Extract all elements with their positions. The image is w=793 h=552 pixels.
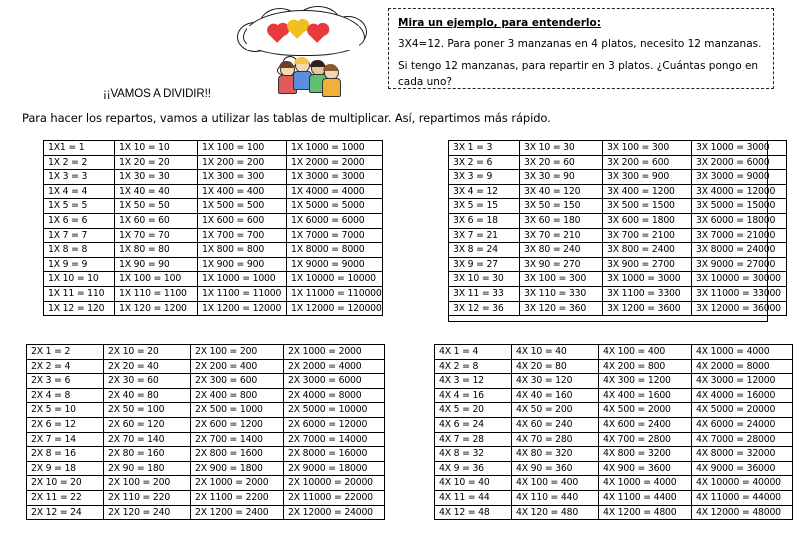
- table-cell: 2X 4000 = 8000: [284, 388, 385, 403]
- table-cell: 3X 8000 = 24000: [692, 243, 787, 258]
- table-cell: 4X 3 = 12: [435, 374, 512, 389]
- table-row: [27, 490, 385, 505]
- table-cell: 1X 1200 = 12000: [198, 301, 287, 316]
- table-cell: 3X 1200 = 3600: [603, 301, 692, 316]
- table-cell: 2X 50 = 100: [104, 403, 191, 418]
- table-cell: 3X 40 = 120: [520, 184, 603, 199]
- table-cell: 4X 110 = 440: [512, 490, 599, 505]
- table-cell: 1X 1000 = 1000: [287, 141, 383, 156]
- table-cell: 4X 700 = 2800: [599, 432, 692, 447]
- table-cell: 1X 120 = 1200: [115, 301, 198, 316]
- table-row: [449, 184, 787, 199]
- table-cell: 3X 12000 = 36000: [692, 301, 787, 316]
- table-row: [449, 213, 787, 228]
- table-cell: 3X 9 = 27: [449, 257, 520, 272]
- example-line-2: Si tengo 12 manzanas, para repartir en 3 platos. ¿Cuántas pongo en cada uno?: [398, 60, 759, 88]
- table-cell: 1X 10 = 10: [115, 141, 198, 156]
- table-cell: 4X 3000 = 12000: [692, 374, 793, 389]
- table-cell: 3X 1000 = 3000: [603, 272, 692, 287]
- table-cell: 4X 900 = 3600: [599, 461, 692, 476]
- table-cell: 1X 2 = 2: [44, 155, 115, 170]
- table-cell: 3X 300 = 900: [603, 170, 692, 185]
- table-cell: 1X 800 = 800: [198, 243, 287, 258]
- table-cell: 1X 3000 = 3000: [287, 170, 383, 185]
- table-cell: 4X 200 = 800: [599, 359, 692, 374]
- table-row: [27, 505, 385, 520]
- table-cell: 1X 20 = 20: [115, 155, 198, 170]
- table-cell: 2X 9 = 18: [27, 461, 104, 476]
- table-cell: 1X 300 = 300: [198, 170, 287, 185]
- table-cell: 1X1 = 1: [44, 141, 115, 156]
- table-cell: 1X 4 = 4: [44, 184, 115, 199]
- table-row: [27, 461, 385, 476]
- table-cell: 1X 1000 = 1000: [198, 272, 287, 287]
- table-row: [44, 257, 383, 272]
- table-row: [44, 286, 383, 301]
- table-cell: 3X 5 = 15: [449, 199, 520, 214]
- table-cell: 1X 7 = 7: [44, 228, 115, 243]
- table-cell: 2X 90 = 180: [104, 461, 191, 476]
- table-row: [27, 359, 385, 374]
- table-cell: 3X 600 = 1800: [603, 213, 692, 228]
- table-row: [435, 461, 793, 476]
- table-cell: 4X 1000 = 4000: [692, 345, 793, 360]
- table-row: [449, 170, 787, 185]
- table-row: [27, 345, 385, 360]
- table-cell: 3X 7000 = 21000: [692, 228, 787, 243]
- table-cell: 2X 600 = 1200: [191, 417, 284, 432]
- page-title: ¡¡VAMOS A DIVIDIR!!: [103, 88, 211, 100]
- table-body: [435, 345, 793, 520]
- table-row: [449, 272, 787, 287]
- table-cell: 3X 700 = 2100: [603, 228, 692, 243]
- table-cell: 3X 900 = 2700: [603, 257, 692, 272]
- table-cell: 2X 5 = 10: [27, 403, 104, 418]
- table-row: [449, 301, 787, 316]
- table-cell: 1X 11000 = 110000: [287, 286, 383, 301]
- table-cell: 4X 10 = 40: [435, 476, 512, 491]
- table-cell: 3X 11 = 33: [449, 286, 520, 301]
- table-cell: 3X 1100 = 3300: [603, 286, 692, 301]
- table-cell: 4X 70 = 280: [512, 432, 599, 447]
- table-cell: 3X 12 = 36: [449, 301, 520, 316]
- table-cell: 4X 11 = 44: [435, 490, 512, 505]
- table-row: [44, 184, 383, 199]
- table-cell: 1X 6000 = 6000: [287, 213, 383, 228]
- table-row: [435, 403, 793, 418]
- table-cell: 2X 5000 = 10000: [284, 403, 385, 418]
- table-cell: 1X 5000 = 5000: [287, 199, 383, 214]
- table-cell: 4X 500 = 2000: [599, 403, 692, 418]
- table-cell: 2X 10 = 20: [27, 476, 104, 491]
- table-cell: 4X 90 = 360: [512, 461, 599, 476]
- table-cell: 4X 1000 = 4000: [599, 476, 692, 491]
- table-cell: 4X 8000 = 32000: [692, 447, 793, 462]
- table-row: [27, 417, 385, 432]
- table-cell: 3X 8 = 24: [449, 243, 520, 258]
- table-cell: 4X 6000 = 24000: [692, 417, 793, 432]
- table-cell: 1X 5 = 5: [44, 199, 115, 214]
- table-cell: 2X 11000 = 22000: [284, 490, 385, 505]
- table-cell: 2X 40 = 80: [104, 388, 191, 403]
- table-cell: 2X 3 = 6: [27, 374, 104, 389]
- table-cell: 3X 80 = 240: [520, 243, 603, 258]
- table-cell: 3X 500 = 1500: [603, 199, 692, 214]
- table-cell: 2X 8000 = 16000: [284, 447, 385, 462]
- table-cell: 2X 9000 = 18000: [284, 461, 385, 476]
- table-cell: 3X 3000 = 9000: [692, 170, 787, 185]
- table-cell: 1X 100 = 100: [198, 141, 287, 156]
- table-cell: 3X 4 = 12: [449, 184, 520, 199]
- table-cell: 2X 1000 = 2000: [284, 345, 385, 360]
- table-row: [44, 272, 383, 287]
- table-cell: 4X 7000 = 28000: [692, 432, 793, 447]
- table-cell: 4X 6 = 24: [435, 417, 512, 432]
- example-box: [388, 8, 774, 89]
- table-row: [44, 213, 383, 228]
- multiplication-table-2: [26, 344, 385, 520]
- table-cell: 2X 10000 = 20000: [284, 476, 385, 491]
- table-cell: 1X 1100 = 11000: [198, 286, 287, 301]
- table-cell: 3X 90 = 270: [520, 257, 603, 272]
- children-group-icon: [278, 58, 338, 92]
- intro-text: Para hacer los repartos, vamos a utilizar las tablas de multiplicar. Así, repartimos más rápido.: [22, 111, 551, 125]
- table-cell: 1X 900 = 900: [198, 257, 287, 272]
- table-cell: 2X 30 = 60: [104, 374, 191, 389]
- table-cell: 4X 8 = 32: [435, 447, 512, 462]
- table-cell: 2X 2000 = 4000: [284, 359, 385, 374]
- table-cell: 1X 11 = 110: [44, 286, 115, 301]
- table-cell: 1X 2000 = 2000: [287, 155, 383, 170]
- table-cell: 4X 2 = 8: [435, 359, 512, 374]
- table-cell: 1X 6 = 6: [44, 213, 115, 228]
- table-body: [449, 141, 787, 316]
- table-cell: 3X 11000 = 33000: [692, 286, 787, 301]
- table-cell: 1X 700 = 700: [198, 228, 287, 243]
- table-cell: 4X 11000 = 44000: [692, 490, 793, 505]
- table-cell: 4X 5000 = 20000: [692, 403, 793, 418]
- table-cell: 1X 9000 = 9000: [287, 257, 383, 272]
- table-cell: 3X 6 = 18: [449, 213, 520, 228]
- table-cell: 4X 1200 = 4800: [599, 505, 692, 520]
- table-cell: 3X 70 = 210: [520, 228, 603, 243]
- child-icon: [322, 65, 337, 99]
- table-cell: 3X 10 = 30: [449, 272, 520, 287]
- table-cell: 2X 100 = 200: [191, 345, 284, 360]
- table-cell: 2X 3000 = 6000: [284, 374, 385, 389]
- table-cell: 1X 4000 = 4000: [287, 184, 383, 199]
- table-cell: 2X 200 = 400: [191, 359, 284, 374]
- table-cell: 2X 1000 = 2000: [191, 476, 284, 491]
- table-cell: 1X 100 = 100: [115, 272, 198, 287]
- table-cell: 1X 10000 = 10000: [287, 272, 383, 287]
- table-cell: 3X 60 = 180: [520, 213, 603, 228]
- table-cell: 3X 2 = 6: [449, 155, 520, 170]
- table-cell: 2X 1 = 2: [27, 345, 104, 360]
- table-cell: 4X 120 = 480: [512, 505, 599, 520]
- table-cell: 2X 12 = 24: [27, 505, 104, 520]
- table-cell: 1X 60 = 60: [115, 213, 198, 228]
- table-cell: 4X 60 = 240: [512, 417, 599, 432]
- table-cell: 4X 1 = 4: [435, 345, 512, 360]
- table-row: [44, 301, 383, 316]
- table-cell: 1X 70 = 70: [115, 228, 198, 243]
- table-row: [27, 403, 385, 418]
- table-cell: 4X 5 = 20: [435, 403, 512, 418]
- table-cell: 1X 7000 = 7000: [287, 228, 383, 243]
- table-cell: 3X 2000 = 6000: [692, 155, 787, 170]
- table-row: [435, 345, 793, 360]
- table-cell: 3X 100 = 300: [603, 141, 692, 156]
- table-cell: 4X 400 = 1600: [599, 388, 692, 403]
- table-cell: 3X 3 = 9: [449, 170, 520, 185]
- table-cell: 2X 400 = 800: [191, 388, 284, 403]
- table-cell: 2X 20 = 40: [104, 359, 191, 374]
- table-cell: 2X 100 = 200: [104, 476, 191, 491]
- table-cell: 1X 3 = 3: [44, 170, 115, 185]
- table-cell: 4X 9000 = 36000: [692, 461, 793, 476]
- table-row: [44, 155, 383, 170]
- example-heading: Mira un ejemplo, para entenderlo:: [398, 17, 601, 29]
- table-cell: 1X 500 = 500: [198, 199, 287, 214]
- table-cell: 3X 50 = 150: [520, 199, 603, 214]
- table-cell: 3X 10 = 30: [520, 141, 603, 156]
- table-row: [44, 199, 383, 214]
- table-cell: 4X 80 = 320: [512, 447, 599, 462]
- table-cell: 4X 800 = 3200: [599, 447, 692, 462]
- multiplication-table-3: [448, 140, 787, 316]
- child-icon: [293, 58, 310, 92]
- table-cell: 4X 600 = 2400: [599, 417, 692, 432]
- table-cell: 1X 80 = 80: [115, 243, 198, 258]
- table-cell: 1X 50 = 50: [115, 199, 198, 214]
- table-row: [27, 476, 385, 491]
- table-cell: 4X 7 = 28: [435, 432, 512, 447]
- multiplication-table-4: [434, 344, 793, 520]
- table-cell: 4X 9 = 36: [435, 461, 512, 476]
- table-row: [44, 170, 383, 185]
- table-row: [449, 141, 787, 156]
- table-row: [435, 490, 793, 505]
- table-row: [44, 228, 383, 243]
- table-cell: 2X 110 = 220: [104, 490, 191, 505]
- table-cell: 3X 4000 = 12000: [692, 184, 787, 199]
- table-row: [27, 432, 385, 447]
- table-cell: 1X 12000 = 120000: [287, 301, 383, 316]
- table-row: [44, 243, 383, 258]
- table-cell: 3X 400 = 1200: [603, 184, 692, 199]
- table-cell: 2X 7 = 14: [27, 432, 104, 447]
- table-cell: 2X 6000 = 12000: [284, 417, 385, 432]
- table-cell: 2X 1200 = 2400: [191, 505, 284, 520]
- table-body: [44, 141, 383, 316]
- table-row: [449, 257, 787, 272]
- table-row: [449, 199, 787, 214]
- table-cell: 1X 200 = 200: [198, 155, 287, 170]
- table-cell: 4X 10 = 40: [512, 345, 599, 360]
- table-row: [435, 447, 793, 462]
- example-line-1: 3X4=12. Para poner 3 manzanas en 4 platos, necesito 12 manzanas.: [398, 38, 762, 51]
- thought-bubble-icon: [233, 6, 378, 91]
- table-row: [449, 243, 787, 258]
- table-row: [435, 417, 793, 432]
- table-cell: 3X 6000 = 18000: [692, 213, 787, 228]
- table-row: [27, 447, 385, 462]
- table-cell: 1X 10 = 10: [44, 272, 115, 287]
- table-cell: 1X 600 = 600: [198, 213, 287, 228]
- table-cell: 4X 12000 = 48000: [692, 505, 793, 520]
- table-row: [449, 286, 787, 301]
- multiplication-table-1: [43, 140, 383, 316]
- table-cell: 4X 2000 = 8000: [692, 359, 793, 374]
- table-cell: 2X 7000 = 14000: [284, 432, 385, 447]
- table-cell: 4X 10000 = 40000: [692, 476, 793, 491]
- table-cell: 3X 200 = 600: [603, 155, 692, 170]
- table-row: [435, 359, 793, 374]
- table-cell: 1X 8 = 8: [44, 243, 115, 258]
- table-cell: 1X 12 = 120: [44, 301, 115, 316]
- table-cell: 2X 8 = 16: [27, 447, 104, 462]
- table-cell: 2X 70 = 140: [104, 432, 191, 447]
- table-cell: 2X 1100 = 2200: [191, 490, 284, 505]
- table-cell: 4X 300 = 1200: [599, 374, 692, 389]
- table-cell: 2X 900 = 1800: [191, 461, 284, 476]
- table-cell: 1X 9 = 9: [44, 257, 115, 272]
- table-cell: 2X 120 = 240: [104, 505, 191, 520]
- table-cell: 2X 12000 = 24000: [284, 505, 385, 520]
- table-cell: 4X 12 = 48: [435, 505, 512, 520]
- table-row: [435, 505, 793, 520]
- table-cell: 3X 9000 = 27000: [692, 257, 787, 272]
- table-cell: 3X 30 = 90: [520, 170, 603, 185]
- table-cell: 3X 1 = 3: [449, 141, 520, 156]
- table-cell: 3X 120 = 360: [520, 301, 603, 316]
- table-cell: 4X 20 = 80: [512, 359, 599, 374]
- table-cell: 2X 6 = 12: [27, 417, 104, 432]
- table-cell: 4X 1100 = 4400: [599, 490, 692, 505]
- table-row: [449, 155, 787, 170]
- table-cell: 3X 10000 = 30000: [692, 272, 787, 287]
- table-cell: 3X 800 = 2400: [603, 243, 692, 258]
- table-cell: 4X 4 = 16: [435, 388, 512, 403]
- table-cell: 3X 20 = 60: [520, 155, 603, 170]
- table-cell: 4X 40 = 160: [512, 388, 599, 403]
- table-row: [435, 374, 793, 389]
- table-cell: 4X 100 = 400: [512, 476, 599, 491]
- table-cell: 4X 100 = 400: [599, 345, 692, 360]
- table-row: [27, 388, 385, 403]
- table-cell: 3X 5000 = 15000: [692, 199, 787, 214]
- table-row: [44, 141, 383, 156]
- table-cell: 2X 80 = 160: [104, 447, 191, 462]
- table-cell: 2X 800 = 1600: [191, 447, 284, 462]
- table-cell: 1X 8000 = 8000: [287, 243, 383, 258]
- table-cell: 3X 7 = 21: [449, 228, 520, 243]
- table-cell: 2X 4 = 8: [27, 388, 104, 403]
- table-cell: 2X 60 = 120: [104, 417, 191, 432]
- table-body: [27, 345, 385, 520]
- table-row: [435, 476, 793, 491]
- table-cell: 2X 10 = 20: [104, 345, 191, 360]
- table-row: [435, 388, 793, 403]
- table-cell: 3X 1000 = 3000: [692, 141, 787, 156]
- table-cell: 1X 400 = 400: [198, 184, 287, 199]
- table-cell: 3X 110 = 330: [520, 286, 603, 301]
- table-cell: 4X 4000 = 16000: [692, 388, 793, 403]
- table-cell: 1X 30 = 30: [115, 170, 198, 185]
- table-cell: 2X 300 = 600: [191, 374, 284, 389]
- table-row: [27, 374, 385, 389]
- table-cell: 4X 50 = 200: [512, 403, 599, 418]
- table-row: [449, 228, 787, 243]
- table-row: [435, 432, 793, 447]
- table-cell: 1X 90 = 90: [115, 257, 198, 272]
- table-cell: 1X 110 = 1100: [115, 286, 198, 301]
- table-cell: 3X 100 = 300: [520, 272, 603, 287]
- table-cell: 2X 2 = 4: [27, 359, 104, 374]
- table-cell: 4X 30 = 120: [512, 374, 599, 389]
- table-cell: 2X 11 = 22: [27, 490, 104, 505]
- table-cell: 2X 500 = 1000: [191, 403, 284, 418]
- table-cell: 2X 700 = 1400: [191, 432, 284, 447]
- table-cell: 1X 40 = 40: [115, 184, 198, 199]
